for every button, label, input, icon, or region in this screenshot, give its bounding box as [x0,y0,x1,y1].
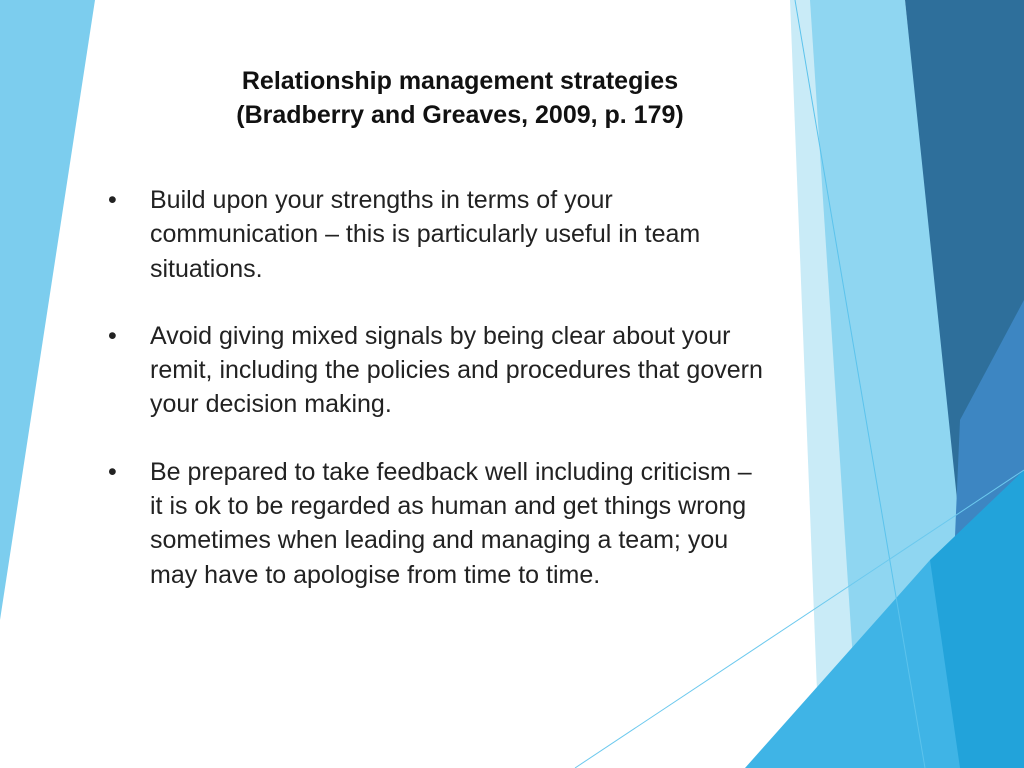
bullet-text: Be prepared to take feedback well including criticism – it is ok to be regarded as human and get things wrong sometimes when leading and managing a team; you may have to apologise from time to time. [150,457,752,589]
bullet-text: Build upon your strengths in terms of your communication – this is particularly useful in team situations. [150,186,701,283]
slide-title [150,64,770,132]
left-blue-band [0,0,95,620]
title-line-1: Relationship management strategies [241,67,679,95]
bullet-marker: • [108,186,117,214]
bullet-item [108,319,768,422]
bullet-list [108,183,768,625]
bullet-text: Avoid giving mixed signals by being clear about your remit, including the policies and procedures that govern your decision making. [150,321,763,419]
bullet-marker: • [108,457,117,486]
title-line-2: (Bradberry and Greaves, 2009, p. 179) [236,101,684,129]
bullet-item [108,183,768,286]
bullet-item [108,455,768,592]
bullet-marker: • [108,321,117,350]
